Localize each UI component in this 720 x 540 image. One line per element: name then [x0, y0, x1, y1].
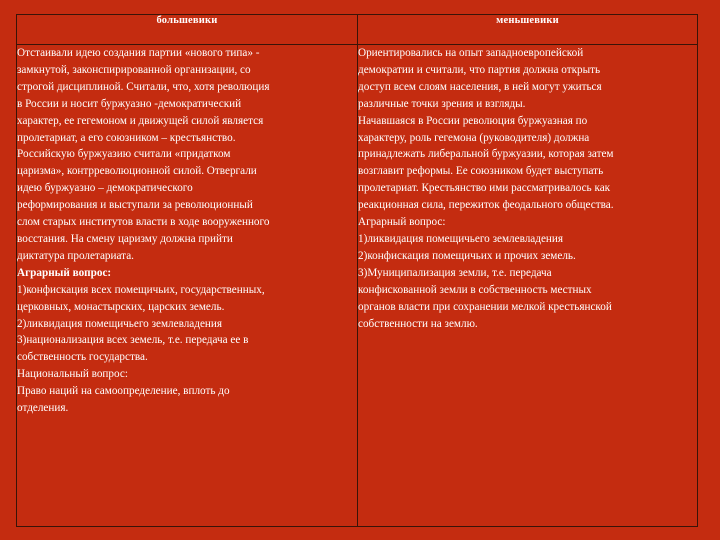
bolsheviks-text-line: реформирования и выступали за революционный: [17, 199, 253, 212]
mensheviks-agrarian-heading: Аграрный вопрос:: [358, 216, 446, 229]
mensheviks-cell: [358, 45, 698, 527]
bolsheviks-text-line: диктатура пролетариата.: [17, 249, 134, 262]
content-row: [17, 45, 698, 527]
header-row: [17, 15, 698, 45]
mensheviks-text-line: принадлежать либеральной буржуазии, которая затем: [358, 148, 614, 161]
bolsheviks-text-line: Право наций на самоопределение, вплоть до: [17, 385, 230, 398]
bolsheviks-text-line: церковных, монастырских, царских земель.: [17, 300, 225, 313]
bolsheviks-text-line: строгой дисциплиной. Считали, что, хотя революция: [17, 80, 270, 93]
bolsheviks-text-line: 2)ликвидация помещичьего землевладения: [17, 317, 223, 330]
mensheviks-text-line: конфискованной земли в собственность местных: [358, 283, 592, 296]
bolsheviks-text-line: пролетариат, а его союзником – крестьянство.: [17, 131, 236, 144]
mensheviks-text-line: реакционная сила, пережиток феодального общества.: [358, 199, 614, 212]
mensheviks-text-line: возглавит реформы. Ее союзником будет выступать: [358, 165, 604, 178]
mensheviks-text-line: собственности на землю.: [358, 317, 478, 330]
bolsheviks-agrarian-heading: Аграрный вопрос:: [17, 266, 112, 279]
bolsheviks-text-line: идею буржуазно – демократического: [17, 182, 193, 195]
comparison-table: [16, 14, 698, 527]
bolsheviks-text-line: 1)конфискация всех помещичьих, государственных,: [17, 283, 265, 296]
bolsheviks-text-line: собственность государства.: [17, 351, 148, 364]
bolsheviks-text-line: восстания. На смену царизму должна прийти: [17, 232, 233, 245]
bolsheviks-text-line: Отстаивали идею создания партии «нового типа» -: [17, 47, 260, 59]
mensheviks-text-line: характеру, роль гегемона (руководителя) должна: [358, 131, 590, 144]
bolsheviks-text-line: 3)национализация всех земель, т.е. передача ее в: [17, 334, 249, 347]
bolsheviks-text-line: характер, ее гегемоном и движущей силой является: [17, 114, 264, 127]
mensheviks-text-line: пролетариат. Крестьянство ими рассматривалось как: [358, 182, 611, 195]
mensheviks-text-line: доступ всем слоям населения, в ней могут ужиться: [358, 80, 602, 93]
bolsheviks-text-line: Российскую буржуазию считали «придатком: [17, 148, 231, 161]
bolsheviks-text-line: царизма», контрреволюционной силой. Отвергали: [17, 165, 257, 178]
mensheviks-text-line: демократии и считали, что партия должна открыть: [358, 63, 601, 76]
mensheviks-text-line: Начавшаяся в России революция буржуазная по: [358, 114, 588, 127]
bolsheviks-text-line: отделения.: [17, 402, 69, 415]
mensheviks-text-line: 2)конфискация помещичьих и прочих земель.: [358, 249, 576, 262]
bolsheviks-national-heading: Национальный вопрос:: [17, 368, 128, 381]
mensheviks-text-line: Ориентировались на опыт западноевропейской: [358, 47, 584, 59]
mensheviks-text-line: различные точки зрения и взгляды.: [358, 97, 526, 110]
mensheviks-text-line: 1)ликвидация помещичьего землевладения: [358, 232, 564, 245]
bolsheviks-cell: [17, 45, 358, 527]
bolsheviks-text-line: замкнутой, законспирированной организации, со: [17, 63, 251, 76]
bolsheviks-text-line: слом старых институтов власти в ходе вооруженного: [17, 216, 270, 229]
header-bolsheviks: большевики: [17, 15, 358, 45]
mensheviks-text-line: органов власти при сохранении мелкой крестьянской: [358, 300, 612, 313]
header-mensheviks: меньшевики: [358, 15, 698, 45]
bolsheviks-text-line: в России и носит буржуазно -демократический: [17, 97, 242, 110]
mensheviks-text-line: 3)Муниципализация земли, т.е. передача: [358, 266, 552, 279]
